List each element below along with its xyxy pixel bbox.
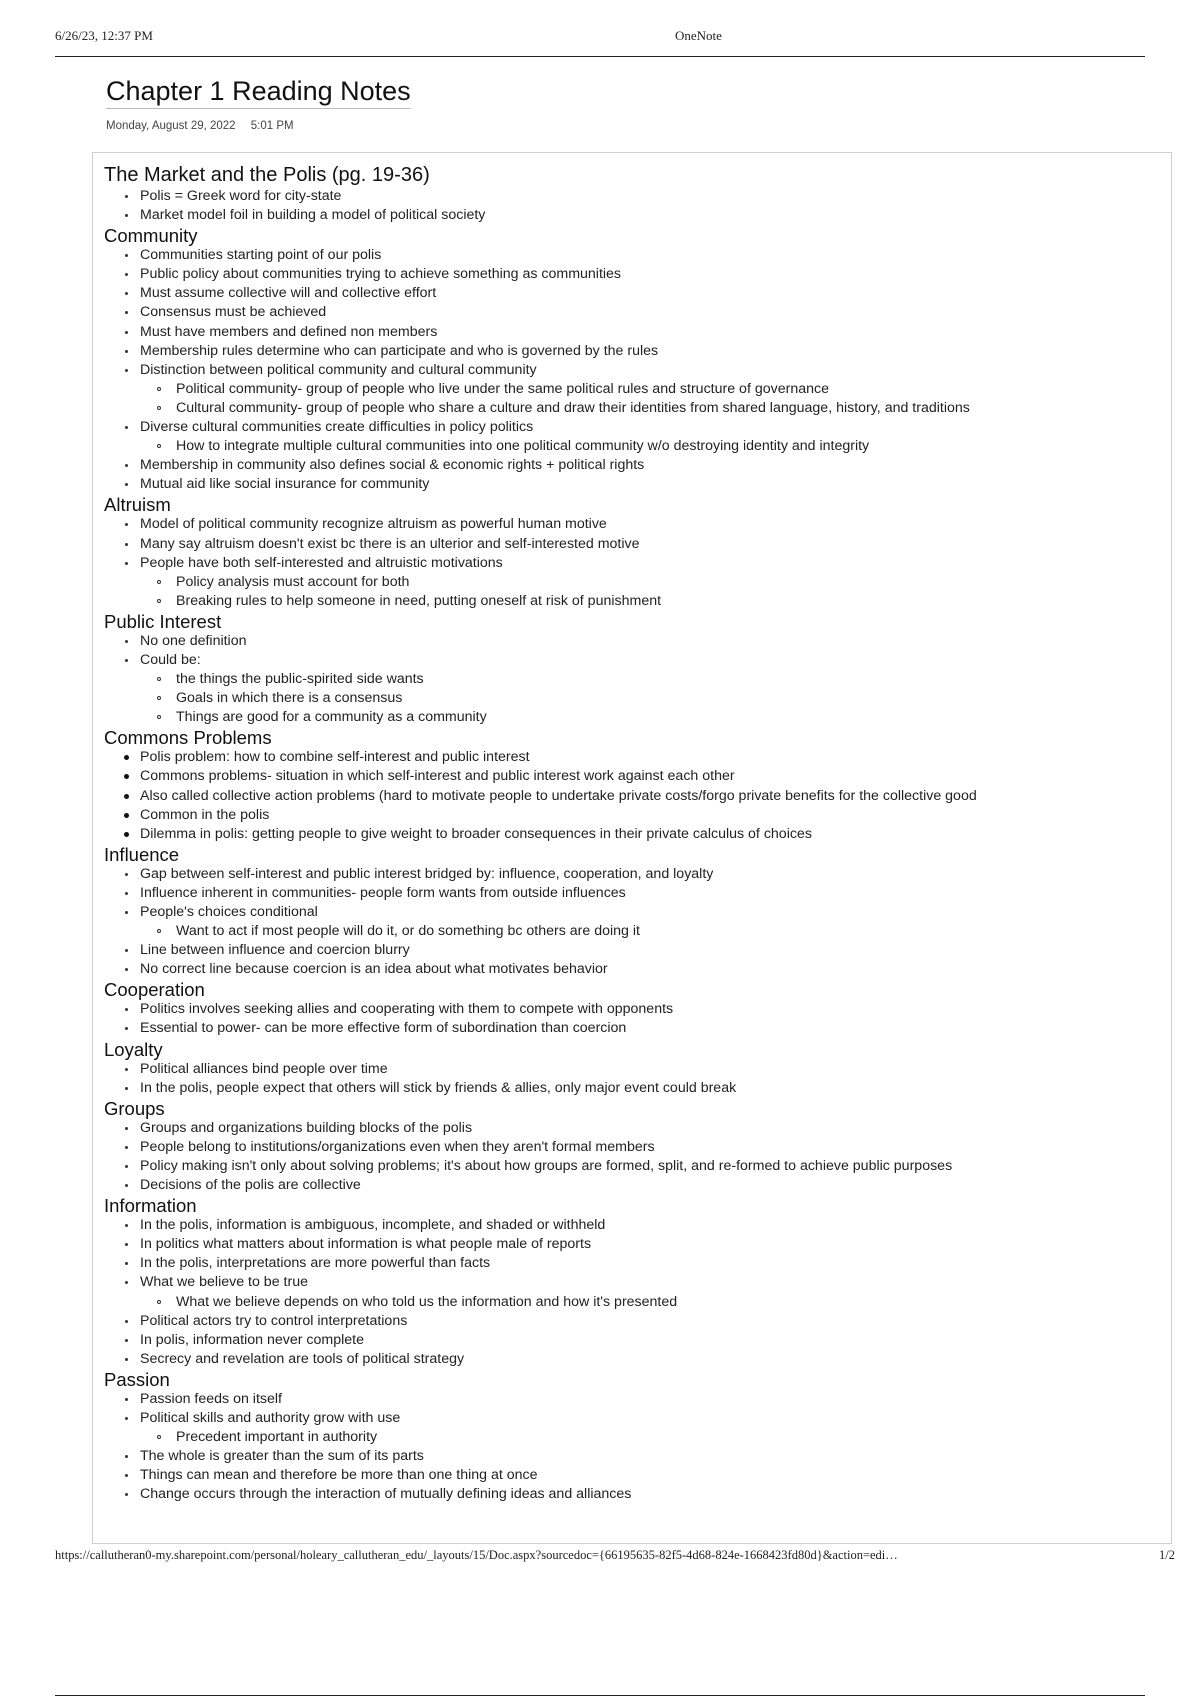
sub-bullet-item[interactable]: Political community- group of people who live under the same political rules and structure of governance [104, 380, 1164, 399]
sub-bullet-item[interactable]: How to integrate multiple cultural communities into one political community w/o destroying identity and integrity [104, 437, 1164, 456]
note-section [104, 844, 1164, 980]
bullet-item[interactable]: Groups and organizations building blocks of the polis [104, 1119, 1164, 1138]
print-footer [55, 1548, 1185, 1568]
section-heading[interactable]: Public Interest [104, 610, 222, 632]
bullet-item[interactable]: Could be: [104, 651, 1164, 670]
print-url: https://callutheran0-my.sharepoint.com/personal/holeary_callutheran_edu/_layouts/15/Doc.aspx?sourcedoc={66195635-82f5-4d68-824e-1668423fd80d}&action=edi… [55, 1548, 898, 1562]
note-section [104, 1098, 1164, 1195]
footer-rule [55, 1695, 1145, 1696]
bullet-item[interactable]: People have both self-interested and altruistic motivations [104, 554, 1164, 573]
bullet-item[interactable]: Gap between self-interest and public interest bridged by: influence, cooperation, and loyalty [104, 865, 1164, 884]
bullet-item[interactable]: Politics involves seeking allies and cooperating with them to compete with opponents [104, 1000, 1164, 1019]
section-heading[interactable]: Loyalty [104, 1038, 163, 1060]
bullet-item[interactable]: Polis = Greek word for city-state [104, 187, 1164, 206]
sub-bullet-item[interactable]: Precedent important in authority [104, 1428, 1164, 1447]
print-app-name: OneNote [675, 28, 722, 43]
page-title[interactable]: Chapter 1 Reading Notes [106, 76, 411, 109]
page-time: 5:01 PM [250, 120, 294, 132]
bullet-item[interactable]: Must assume collective will and collective effort [104, 284, 1164, 303]
section-heading[interactable]: Altruism [104, 494, 171, 516]
bullet-item[interactable]: Decisions of the polis are collective [104, 1176, 1164, 1195]
bullet-item[interactable]: Political alliances bind people over time [104, 1060, 1164, 1079]
sub-bullet-item[interactable]: Policy analysis must account for both [104, 573, 1164, 592]
sub-bullet-item[interactable]: What we believe depends on who told us the information and how it's presented [104, 1293, 1164, 1312]
bullet-item[interactable]: Model of political community recognize altruism as powerful human motive [104, 515, 1164, 534]
bullet-item[interactable]: Things can mean and therefore be more than one thing at once [104, 1466, 1164, 1485]
sub-bullet-item[interactable]: the things the public-spirited side wants [104, 670, 1164, 689]
bullet-item[interactable]: Dilemma in polis: getting people to give weight to broader consequences in their private calculus of choices [104, 825, 1164, 844]
bullet-item[interactable]: Political actors try to control interpretations [104, 1312, 1164, 1331]
note-section [104, 611, 1164, 727]
note-section [104, 494, 1164, 610]
bullet-item[interactable]: Communities starting point of our polis [104, 246, 1164, 265]
section-heading[interactable]: The Market and the Polis (pg. 19-36) [104, 164, 430, 186]
bullet-item[interactable]: In polis, information never complete [104, 1331, 1164, 1350]
bullet-item[interactable]: No correct line because coercion is an idea about what motivates behavior [104, 960, 1164, 979]
bullet-item[interactable]: No one definition [104, 632, 1164, 651]
sub-bullet-item[interactable]: Want to act if most people will do it, or do something bc others are doing it [104, 922, 1164, 941]
bullet-item[interactable]: In politics what matters about information is what people male of reports [104, 1235, 1164, 1254]
print-page-number: 1/2 [1159, 1548, 1175, 1562]
print-datetime: 6/26/23, 12:37 PM [55, 28, 153, 43]
section-heading[interactable]: Passion [104, 1368, 170, 1390]
section-heading[interactable]: Cooperation [104, 979, 205, 1001]
bullet-item[interactable]: Line between influence and coercion blurry [104, 941, 1164, 960]
bullet-item[interactable]: Must have members and defined non members [104, 323, 1164, 342]
note-section [104, 1369, 1164, 1505]
bullet-item[interactable]: Market model foil in building a model of political society [104, 206, 1164, 225]
bullet-item[interactable]: Passion feeds on itself [104, 1390, 1164, 1409]
sub-bullet-item[interactable]: Things are good for a community as a community [104, 708, 1164, 727]
bullet-item[interactable]: People's choices conditional [104, 903, 1164, 922]
section-heading[interactable]: Information [104, 1195, 197, 1217]
bullet-item[interactable]: The whole is greater than the sum of its parts [104, 1447, 1164, 1466]
bullet-item[interactable]: Distinction between political community and cultural community [104, 361, 1164, 380]
note-section [104, 727, 1164, 843]
bullet-item[interactable]: Change occurs through the interaction of mutually defining ideas and alliances [104, 1485, 1164, 1504]
bullet-item[interactable]: In the polis, information is ambiguous, incomplete, and shaded or withheld [104, 1216, 1164, 1235]
bullet-item[interactable]: In the polis, interpretations are more powerful than facts [104, 1254, 1164, 1273]
bullet-item[interactable]: What we believe to be true [104, 1273, 1164, 1292]
bullet-item[interactable]: Common in the polis [104, 806, 1164, 825]
sub-bullet-item[interactable]: Cultural community- group of people who share a culture and draw their identities from shared language, history, and traditions [104, 399, 1164, 418]
bullet-item[interactable]: Commons problems- situation in which self-interest and public interest work against each other [104, 767, 1164, 786]
note-content[interactable] [104, 163, 1164, 1504]
bullet-item[interactable]: Secrecy and revelation are tools of political strategy [104, 1350, 1164, 1369]
bullet-item[interactable]: Policy making isn't only about solving problems; it's about how groups are formed, split, and re-formed to achieve public purposes [104, 1157, 1164, 1176]
note-section [104, 225, 1164, 494]
note-section [104, 1195, 1164, 1369]
note-section [104, 979, 1164, 1038]
page-meta [106, 120, 294, 132]
bullet-item[interactable]: Many say altruism doesn't exist bc there is an ulterior and self-interested motive [104, 535, 1164, 554]
bullet-item[interactable]: Political skills and authority grow with use [104, 1409, 1164, 1428]
page-date: Monday, August 29, 2022 [106, 120, 236, 132]
note-section [104, 1039, 1164, 1098]
print-header [55, 28, 1175, 48]
bullet-item[interactable]: Diverse cultural communities create difficulties in policy politics [104, 418, 1164, 437]
sub-bullet-item[interactable]: Breaking rules to help someone in need, putting oneself at risk of punishment [104, 592, 1164, 611]
bullet-item[interactable]: Also called collective action problems (hard to motivate people to undertake private costs/forgo private benefits for the collective good [104, 787, 1164, 806]
bullet-item[interactable]: In the polis, people expect that others will stick by friends & allies, only major event could break [104, 1079, 1164, 1098]
header-rule [55, 56, 1145, 57]
note-section [104, 163, 1164, 225]
section-heading[interactable]: Groups [104, 1097, 165, 1119]
bullet-item[interactable]: Mutual aid like social insurance for community [104, 475, 1164, 494]
bullet-item[interactable]: Influence inherent in communities- people form wants from outside influences [104, 884, 1164, 903]
bullet-item[interactable]: Polis problem: how to combine self-interest and public interest [104, 748, 1164, 767]
bullet-item[interactable]: Membership rules determine who can participate and who is governed by the rules [104, 342, 1164, 361]
bullet-item[interactable]: People belong to institutions/organizations even when they aren't formal members [104, 1138, 1164, 1157]
section-heading[interactable]: Community [104, 225, 198, 247]
bullet-item[interactable]: Membership in community also defines social & economic rights + political rights [104, 456, 1164, 475]
section-heading[interactable]: Influence [104, 843, 180, 865]
bullet-item[interactable]: Essential to power- can be more effective form of subordination than coercion [104, 1019, 1164, 1038]
section-heading[interactable]: Commons Problems [104, 727, 272, 749]
bullet-item[interactable]: Consensus must be achieved [104, 303, 1164, 322]
bullet-item[interactable]: Public policy about communities trying to achieve something as communities [104, 265, 1164, 284]
sub-bullet-item[interactable]: Goals in which there is a consensus [104, 689, 1164, 708]
